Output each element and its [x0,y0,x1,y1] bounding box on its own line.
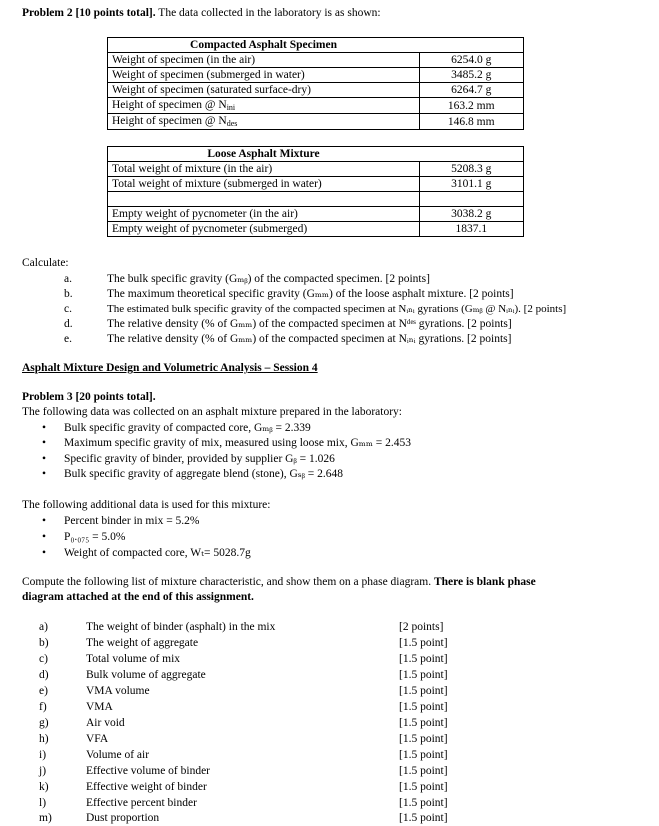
table2-value [419,192,524,207]
list-item: VMA volume [86,685,150,697]
table-row [108,222,524,237]
loose-mixture-table [107,146,524,237]
table1-label: Height of specimen @ Nini [108,98,420,114]
list-item-letter: d) [39,669,49,681]
points-label: [1.5 point] [399,717,448,729]
problem3-intro: The following data was collected on an asphalt mixture prepared in the laboratory: [22,406,403,418]
list-item: Air void [86,717,125,729]
table1-value: 146.8 mm [419,114,524,130]
problem2-title: Problem 2 [10 points total]. [22,7,156,19]
table2-value: 3038.2 g [419,207,524,222]
table-row [108,177,524,192]
list-item-letter: m) [39,812,52,824]
list-item: Total volume of mix [86,653,181,665]
list-item: Effective percent binder [86,797,197,809]
list-item: The estimated bulk specific gravity of the compacted specimen at Nᵢₙᵢ gyrations (Gₘᵦ @ Nᵢₙᵢ). [2 points] [107,303,567,315]
list-item: The bulk specific gravity (Gₘᵦ) of the compacted specimen. [2 points] [107,273,430,285]
table1-value: 3485.2 g [419,68,524,83]
table2-value: 3101.1 g [419,177,524,192]
list-item-letter: e) [39,685,48,697]
section-heading: Asphalt Mixture Design and Volumetric Analysis – Session 4 [22,362,318,374]
table-row [108,53,524,68]
list-item: The weight of binder (asphalt) in the mix [86,621,276,633]
list-item-letter: d. [64,318,73,330]
list-item: Effective weight of binder [86,781,207,793]
points-label: [2 points] [399,621,444,633]
points-label: [1.5 point] [399,797,448,809]
list-item-letter: e. [64,333,72,345]
list-item-letter: k) [39,781,49,793]
list-item-letter: j) [39,765,47,777]
points-label: [1.5 point] [399,733,448,745]
list-item: • Maximum specific gravity of mix, measured using loose mix, Gₘₘ = 2.453 [64,436,411,450]
list-item-letter: f) [39,701,47,713]
points-label: [1.5 point] [399,669,448,681]
list-item: • Bulk specific gravity of aggregate blend (stone), Gₛᵦ = 2.648 [64,467,343,481]
table2-label: Total weight of mixture (submerged in water) [108,177,420,192]
table1-value: 6254.0 g [419,53,524,68]
list-item-letter: a) [39,621,48,633]
list-item: The relative density (% of Gₘₘ) of the compacted specimen at Nᵈᵉˢ gyrations. [2 points] [107,318,512,330]
table1-header: Compacted Asphalt Specimen [108,38,420,53]
list-item: • Bulk specific gravity of compacted core, Gₘᵦ = 2.339 [64,421,311,435]
points-label: [1.5 point] [399,685,448,697]
list-item: • P₀.₀₇₅ = 5.0% [64,530,126,544]
table-row [108,192,524,207]
table-row [108,83,524,98]
table2-header: Loose Asphalt Mixture [108,147,420,162]
additional-data-intro: The following additional data is used for this mixture: [22,499,271,511]
list-item: The maximum theoretical specific gravity (Gₘₘ) of the loose asphalt mixture. [2 points] [107,288,514,300]
list-item: Bulk volume of aggregate [86,669,206,681]
table2-label: Empty weight of pycnometer (submerged) [108,222,420,237]
list-item: • Specific gravity of binder, provided by supplier Gᵦ = 1.026 [64,452,335,466]
compute-instructions: Compute the following list of mixture characteristic, and show them on a phase diagram. There is blank phase [22,576,536,588]
points-label: [1.5 point] [399,781,448,793]
list-item: • Weight of compacted core, Wₜ= 5028.7g [64,546,251,560]
table1-label: Weight of specimen (submerged in water) [108,68,420,83]
table2-label: Total weight of mixture (in the air) [108,162,420,177]
points-label: [1.5 point] [399,749,448,761]
points-label: [1.5 point] [399,637,448,649]
list-item-letter: a. [64,273,72,285]
list-item: The relative density (% of Gₘₘ) of the compacted specimen at Nᵢₙᵢ gyrations. [2 points] [107,333,512,345]
table-row [108,68,524,83]
list-item: Effective volume of binder [86,765,211,777]
list-item-letter: i) [39,749,47,761]
table2-value: 5208.3 g [419,162,524,177]
list-item-letter: h) [39,733,49,745]
list-item: Dust proportion [86,812,160,824]
problem2-heading [22,6,381,20]
table2-label [108,192,420,207]
points-label: [1.5 point] [399,701,448,713]
calculate-label: Calculate: [22,257,69,269]
points-label: [1.5 point] [399,765,448,777]
list-item-letter: b) [39,637,49,649]
table1-label: Weight of specimen (saturated surface-dry) [108,83,420,98]
list-item: • Percent binder in mix = 5.2% [64,514,200,528]
table-row [108,162,524,177]
list-item-letter: b. [64,288,73,300]
problem2-intro: The data collected in the laboratory is as shown: [155,7,381,19]
table-row [108,114,524,130]
table2-label: Empty weight of pycnometer (in the air) [108,207,420,222]
table2-value: 1837.1 [419,222,524,237]
table-row [108,98,524,114]
problem3-title: Problem 3 [20 points total]. [22,391,156,403]
list-item-letter: g) [39,717,49,729]
compacted-specimen-table [107,37,524,130]
table1-label: Height of specimen @ Ndes [108,114,420,130]
table1-value: 163.2 mm [419,98,524,114]
list-item-letter: c. [64,303,72,315]
list-item: The weight of aggregate [86,637,199,649]
table1-value: 6264.7 g [419,83,524,98]
compute-instructions-line2: diagram attached at the end of this assignment. [22,591,254,603]
points-label: [1.5 point] [399,653,448,665]
table-row [108,207,524,222]
points-label: [1.5 point] [399,812,448,824]
table1-label: Weight of specimen (in the air) [108,53,420,68]
list-item-letter: c) [39,653,48,665]
list-item-letter: l) [39,797,47,809]
list-item: Volume of air [86,749,150,761]
list-item: VFA [86,733,109,745]
list-item: VMA [86,701,113,713]
